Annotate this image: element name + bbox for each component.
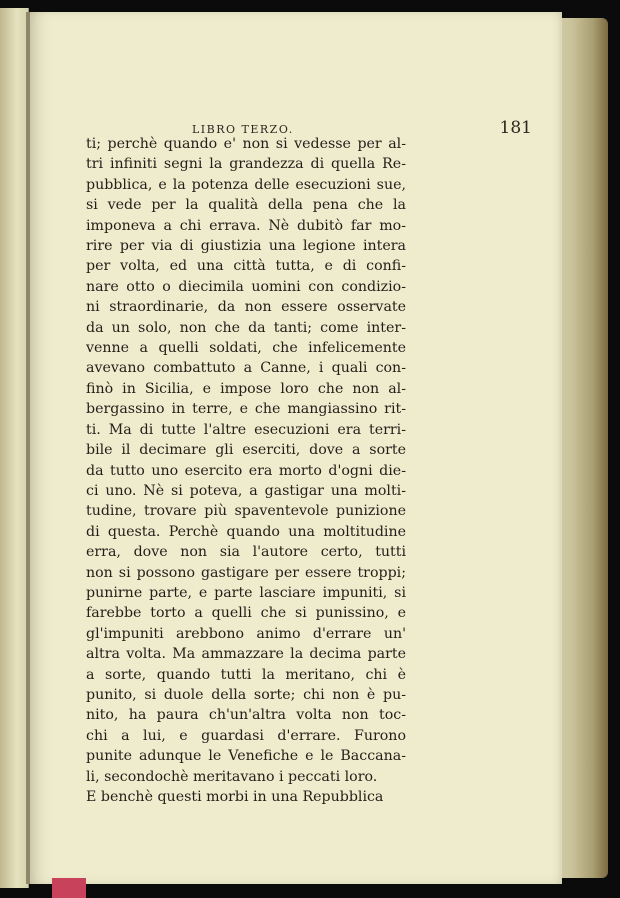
text-line: punite adunque le Venefiche e le Baccana- (86, 748, 406, 765)
text-line: da un solo, non che da tanti; come inter- (86, 319, 406, 336)
text-line: avevano combattuto a Canne, i quali con- (86, 360, 406, 377)
text-line: imponeva a chi errava. Nè dubitò far mo- (86, 217, 406, 234)
text-line: altra volta. Ma ammazzare la decima parte (86, 646, 406, 663)
spine-fold (26, 12, 30, 884)
text-line: farebbe torto a quelli che si punissino, e (86, 605, 406, 622)
text-line: nare otto o diecimila uomini con condizio- (86, 278, 406, 295)
page-number: 181 (499, 118, 532, 138)
text-line: chi a lui, e guardasi d'errare. Furono (86, 727, 406, 744)
text-line: li, secondochè meritavano i peccati loro. (86, 768, 378, 785)
red-bookmark-tab (52, 878, 86, 898)
text-line: ni straordinarie, da non essere osservate (86, 299, 406, 316)
text-line: a sorte, quando tutti la meritano, chi è (86, 666, 406, 683)
text-line: bile il decimare gli eserciti, dove a sorte (86, 442, 406, 459)
text-line: pubblica, e la potenza delle esecuzioni sue, (86, 176, 406, 193)
text-line: tudine, trovare più spaventevole punizione (86, 503, 406, 520)
left-page-edge (0, 8, 29, 888)
text-line: ti; perchè quando e' non si vedesse per al- (86, 136, 406, 152)
text-line: punirne parte, e parte lasciare impuniti, si (86, 584, 406, 601)
text-line: rire per via di giustizia una legione intera (86, 238, 406, 255)
running-title: LIBRO TERZO. (192, 123, 294, 136)
text-line: erra, dove non sia l'autore certo, tutti (86, 544, 406, 561)
text-line: nito, ha paura ch'un'altra volta non toc- (86, 707, 406, 724)
text-line: da tutto uno esercito era morto d'ogni die- (86, 462, 406, 479)
text-line: per volta, ed una città tutta, e di confi- (86, 258, 406, 275)
text-line: non si possono gastigare per essere troppi; (86, 564, 406, 581)
text-line: si vede per la qualità della pena che la (86, 197, 406, 214)
text-line: gl'impuniti arebbono animo d'errare un' (86, 625, 406, 642)
text-line: tri infiniti segni la grandezza di quella Re- (86, 156, 406, 173)
text-line: ci uno. Nè si poteva, a gastigar una molti- (86, 482, 406, 499)
text-line: di questa. Perchè quando una moltitudine (86, 523, 406, 540)
text-line: bergassino in terre, e che mangiassino rit- (86, 401, 406, 418)
text-line: venne a quelli soldati, che infelicemente (86, 340, 406, 357)
text-line: ti. Ma di tutte l'altre esecuzioni era terri- (86, 421, 406, 438)
text-line: finò in Sicilia, e impose loro che non al- (86, 380, 406, 397)
text-line: E benchè questi morbi in una Repubblica (86, 789, 384, 805)
body-text (86, 134, 406, 807)
text-line: punito, si duole della sorte; chi non è pu- (86, 686, 406, 703)
